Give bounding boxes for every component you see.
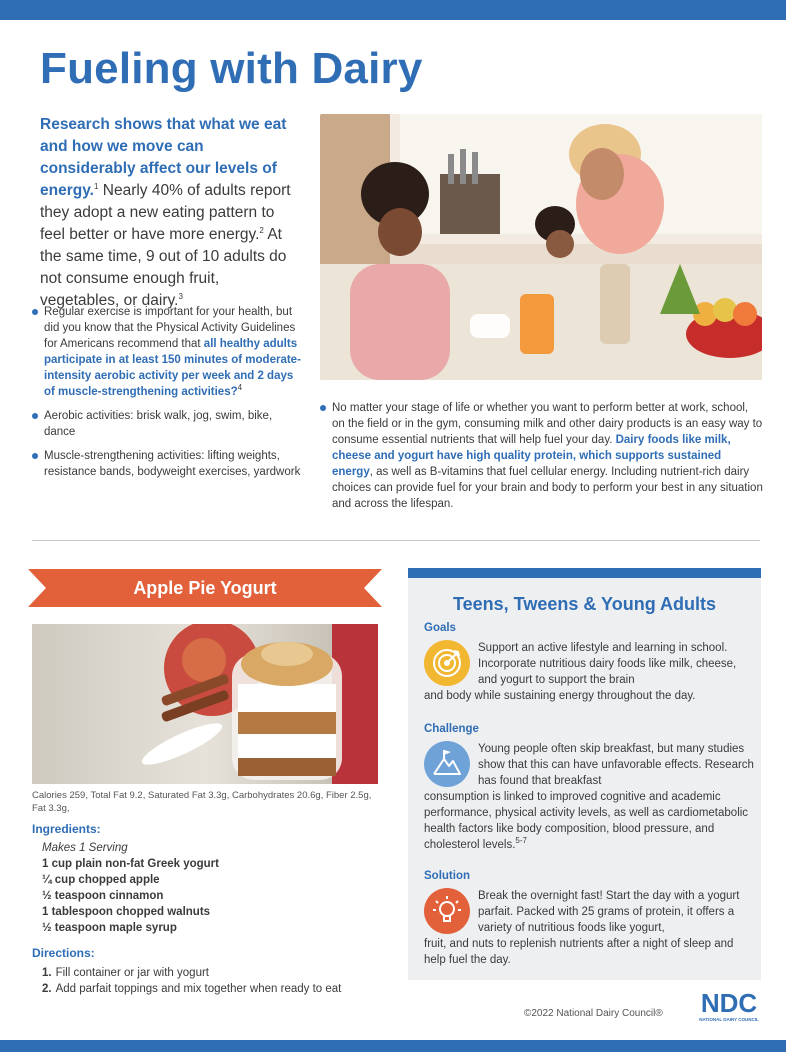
top-accent-bar (0, 0, 786, 20)
goals-heading: Goals (424, 622, 456, 634)
family-kitchen-photo (320, 114, 762, 380)
exercise-bullet-list (32, 304, 302, 488)
intro-text: At the same time, 9 out of 10 adults do not consume enough fruit, vegetables, or dairy. (40, 226, 287, 309)
intro-highlight: Research shows that what we eat and how we move can considerably affect our levels of energy. (40, 116, 287, 199)
ingredients-heading: Ingredients: (32, 822, 101, 836)
svg-text:NDC: NDC (700, 988, 758, 1018)
list-item: 1. Fill container or jar with yogurt (42, 967, 209, 979)
list-item: No matter your stage of life or whether you want to perform better at work, school, on the field or in the gym, consuming milk and other dairy products is an easy way to consume essential nutrients that will help fuel your day. Dairy foods like milk, cheese and yogurt have high quality protein, which supports sustained energy, as well as B-vitamins that fuel cellular energy. Including nutrient-rich dairy choices can provide fuel for your brain and body to perform your best in any situation and across the lifespan. (320, 400, 764, 512)
svg-text:NATIONAL DAIRY COUNCIL: NATIONAL DAIRY COUNCIL (699, 1017, 759, 1022)
footnote-ref: 1 (94, 181, 99, 191)
list-item: Regular exercise is important for your health, but did you know that the Physical Activity Guidelines for Americans recommend that all healthy adults participate in at least 150 minutes of moderate-intensity aerobic activity per week and 2 days of muscle-strengthening activities?$^4$ (32, 304, 302, 400)
list-item: ½ teaspoon maple syrup (42, 922, 177, 934)
panel-accent-bar (408, 568, 761, 578)
copyright-notice: ©2022 National Dairy Council® (524, 1008, 663, 1019)
bottom-accent-bar (0, 1040, 786, 1052)
protein-highlight: Dairy foods like milk, cheese and yogurt have high quality protein, which supports sustained energy (332, 434, 731, 478)
solution-text: Break the overnight fast! Start the day with a yogurt parfait. Packed with 25 grams of protein, it offers a variety of nutritious foods like yogurt, fruit, and nuts to replenish nutrients after a night of sleep and help fuel the day. (424, 890, 740, 966)
ingredients-list (42, 840, 219, 936)
yogurt-parfait-photo (32, 624, 378, 784)
dairy-benefits-list (320, 400, 764, 520)
list-item: 1 cup plain non-fat Greek yogurt (42, 858, 219, 870)
directions-heading: Directions: (32, 946, 95, 960)
section-divider (32, 540, 760, 541)
goals-text: Support an active lifestyle and learning in school. Incorporate nutritious dairy foods like milk, cheese, and yogurt to support the brain and body while sustaining energy throughout the day. (424, 642, 737, 702)
challenge-text: Young people often skip breakfast, but many studies show that this can have unfavorable effects. Research has found that breakfast consumption is linked to improved cognitive and academic performance, physical activity levels, as well as cardiometabolic health factors like body composition, blood pressure, and cholesterol levels.$^{5-7}$ (424, 743, 754, 851)
list-item: 1 tablespoon chopped walnuts (42, 906, 211, 918)
intro-paragraph (40, 114, 302, 312)
ndc-logo (694, 988, 764, 1024)
list-item: 2. Add parfait toppings and mix together when ready to eat (42, 983, 342, 995)
list-item: Muscle-strengthening activities: lifting weights, resistance bands, bodyweight exercises, yardwork (32, 448, 302, 480)
list-item: Aerobic activities: brisk walk, jog, swim, bike, dance (32, 408, 302, 440)
challenge-heading: Challenge (424, 723, 479, 735)
footnote-ref: 3 (178, 291, 183, 301)
solution-heading: Solution (424, 870, 470, 882)
footnote-ref: 4 (237, 383, 243, 393)
serving-size: Makes 1 Serving (42, 842, 128, 854)
intro-text: Nearly 40% of adults report they adopt a new eating pattern to feel better or have more energy. (40, 182, 291, 243)
nutrition-facts: Calories 259, Total Fat 9.2, Saturated Fat 3.3g, Carbohydrates 20.6g, Fiber 2.5g, Fat 3.3g, (32, 790, 372, 814)
directions-list (42, 965, 341, 997)
footnote-ref: 5-7 (515, 836, 527, 846)
list-item: ¼ cup chopped apple (42, 874, 160, 886)
panel-title: Teens, Tweens & Young Adults (452, 594, 717, 614)
page-title: Fueling with Dairy (40, 44, 423, 93)
guidelines-highlight: all healthy adults participate in at least 150 minutes of moderate-intensity aerobic activity per week and 2 days of muscle-strengthening activities? (44, 338, 301, 398)
recipe-title: Apple Pie Yogurt (133, 578, 277, 598)
list-item: ½ teaspoon cinnamon (42, 890, 164, 902)
footnote-ref: 2 (259, 225, 264, 235)
